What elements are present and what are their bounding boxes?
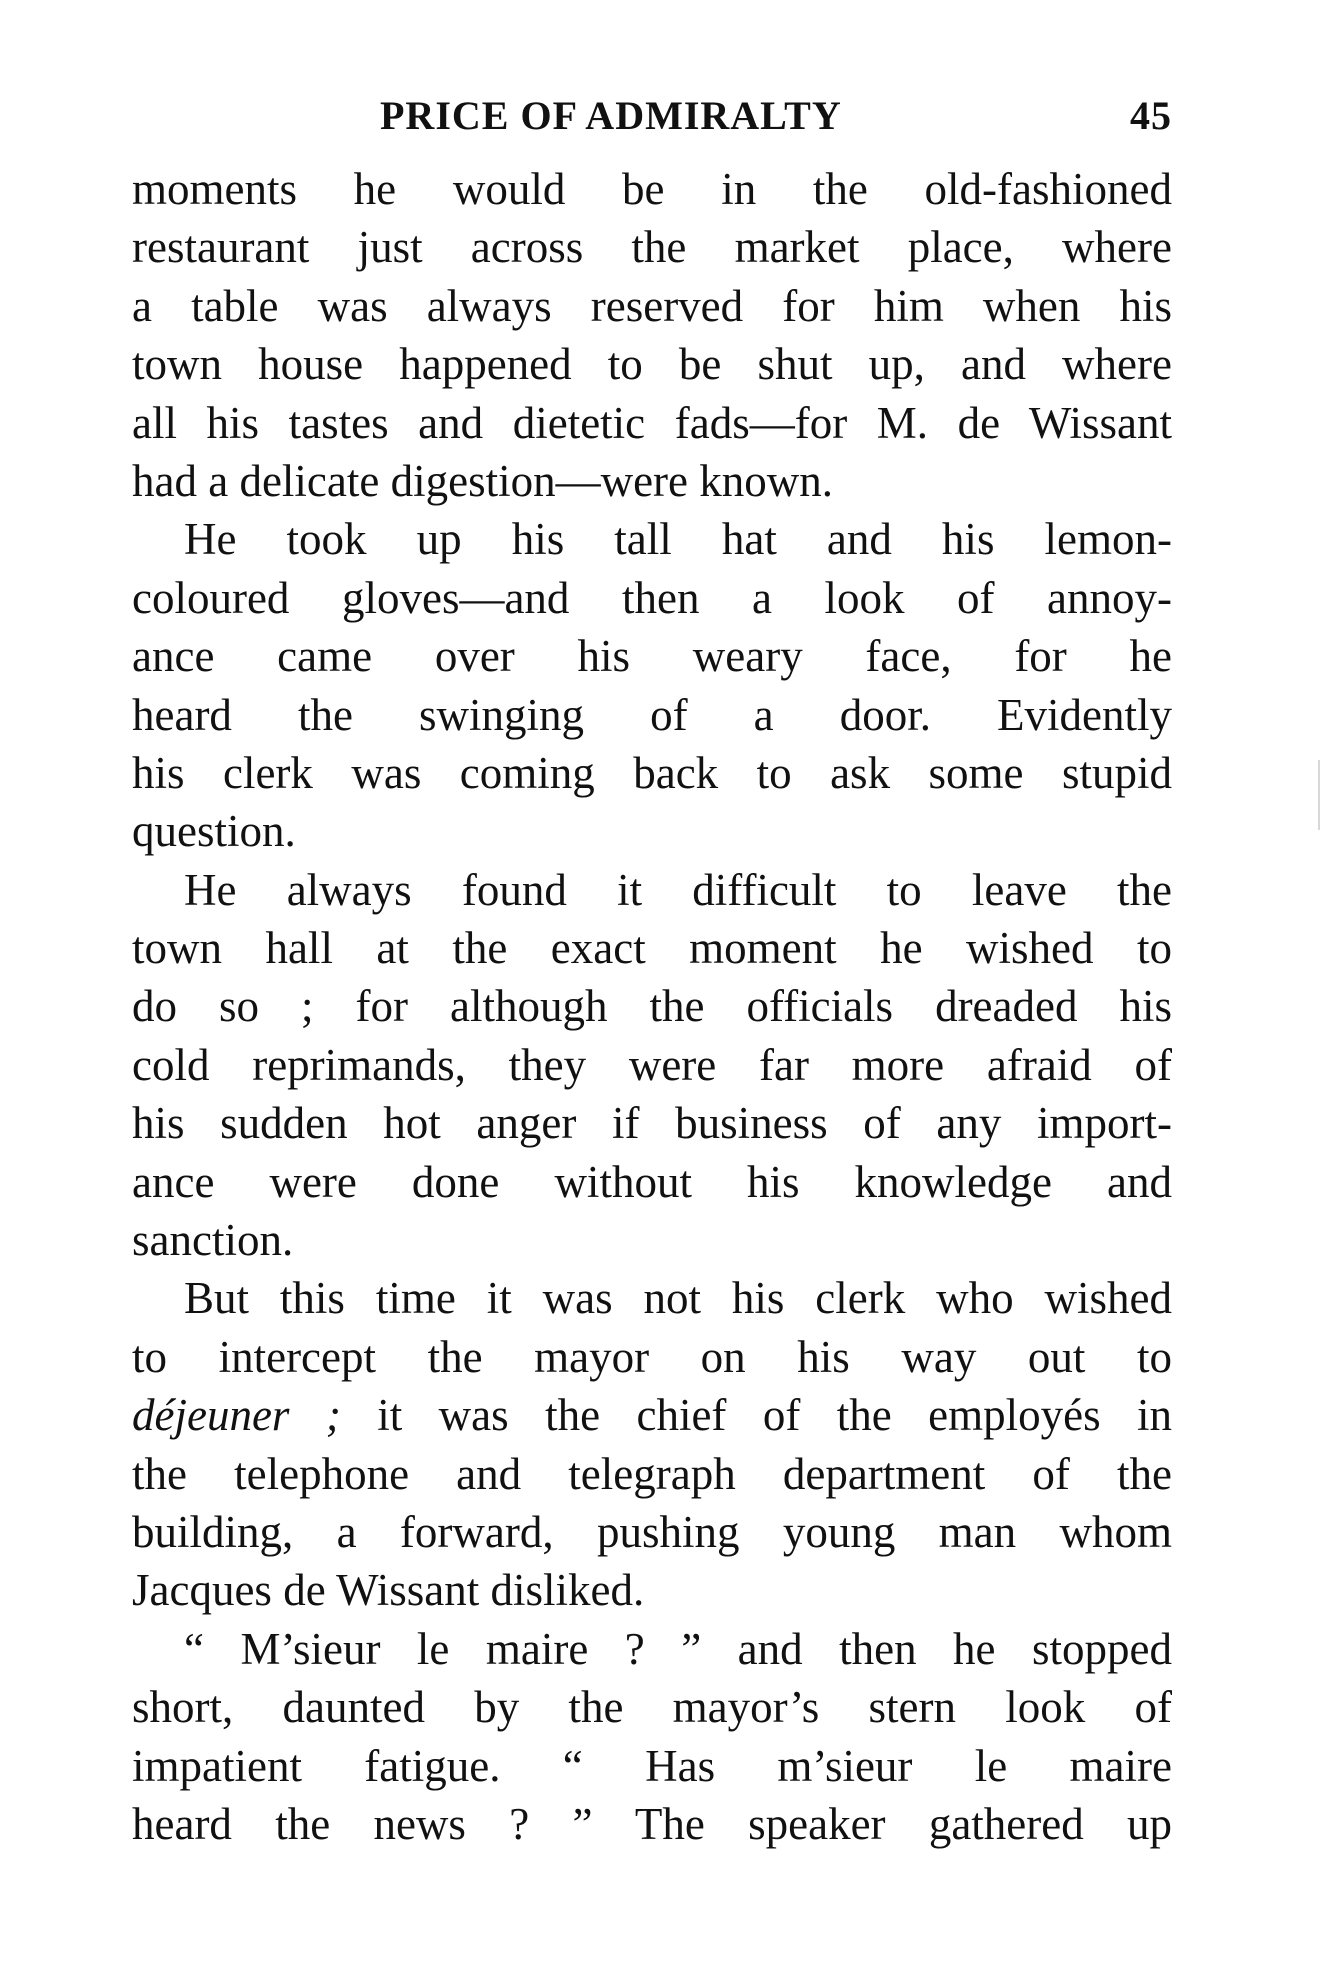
- text-line: a table was always reserved for him when his: [132, 280, 1172, 331]
- text-line: ance were done without his knowledge and: [132, 1156, 1172, 1207]
- paragraph-4: [132, 1269, 1172, 1619]
- text-line: question.: [132, 806, 296, 857]
- text-line: town hall at the exact moment he wished to: [132, 923, 1172, 974]
- text-line-rest: it was the chief of the employés in: [340, 1390, 1172, 1441]
- text-line: short, daunted by the mayor’s stern look of: [132, 1682, 1172, 1733]
- paragraph-1: [132, 160, 1172, 510]
- text-line: cold reprimands, they were far more afraid of: [132, 1039, 1172, 1090]
- text-line: had a delicate digestion—were known.: [132, 455, 834, 506]
- text-line: town house happened to be shut up, and where: [132, 339, 1172, 390]
- text-line: “ M’sieur le maire ? ” and then he stopped: [184, 1623, 1172, 1674]
- text-line: coloured gloves—and then a look of annoy-: [132, 572, 1172, 623]
- paragraph-3: [132, 861, 1172, 1270]
- running-title: PRICE OF ADMIRALTY: [380, 93, 842, 138]
- text-line: building, a forward, pushing young man whom: [132, 1506, 1172, 1557]
- text-line: his sudden hot anger if business of any import-: [132, 1098, 1172, 1149]
- text-line: Jacques de Wissant disliked.: [132, 1565, 645, 1616]
- italic-word: déjeuner ;: [132, 1390, 341, 1441]
- body-text: [132, 160, 1172, 1853]
- text-line: impatient fatigue. “ Has m’sieur le maire: [132, 1740, 1172, 1791]
- page-number: 45: [1130, 93, 1172, 138]
- text-line: sanction.: [132, 1215, 294, 1266]
- text-line-with-italic: [132, 1386, 1172, 1444]
- paragraph-2: [132, 510, 1172, 860]
- text-line: restaurant just across the market place, where: [132, 222, 1172, 273]
- running-head: [132, 92, 1172, 142]
- text-line: the telephone and telegraph department of the: [132, 1448, 1172, 1499]
- text-line: But this time it was not his clerk who wished: [184, 1273, 1172, 1324]
- page-edge-mark: [1318, 760, 1320, 830]
- text-line: ance came over his weary face, for he: [132, 631, 1172, 682]
- text-line: his clerk was coming back to ask some stupid: [132, 747, 1172, 798]
- paragraph-5: [132, 1620, 1172, 1854]
- text-line: to intercept the mayor on his way out to: [132, 1331, 1172, 1382]
- text-line: all his tastes and dietetic fads—for M. de Wissant: [132, 397, 1172, 448]
- text-line: do so ; for although the officials dreaded his: [132, 981, 1172, 1032]
- text-line: He always found it difficult to leave the: [184, 864, 1172, 915]
- text-line: moments he would be in the old-fashioned: [132, 164, 1172, 214]
- text-line: He took up his tall hat and his lemon-: [184, 514, 1172, 565]
- text-line: heard the swinging of a door. Evidently: [132, 689, 1172, 740]
- text-line: heard the news ? ” The speaker gathered up: [132, 1798, 1172, 1849]
